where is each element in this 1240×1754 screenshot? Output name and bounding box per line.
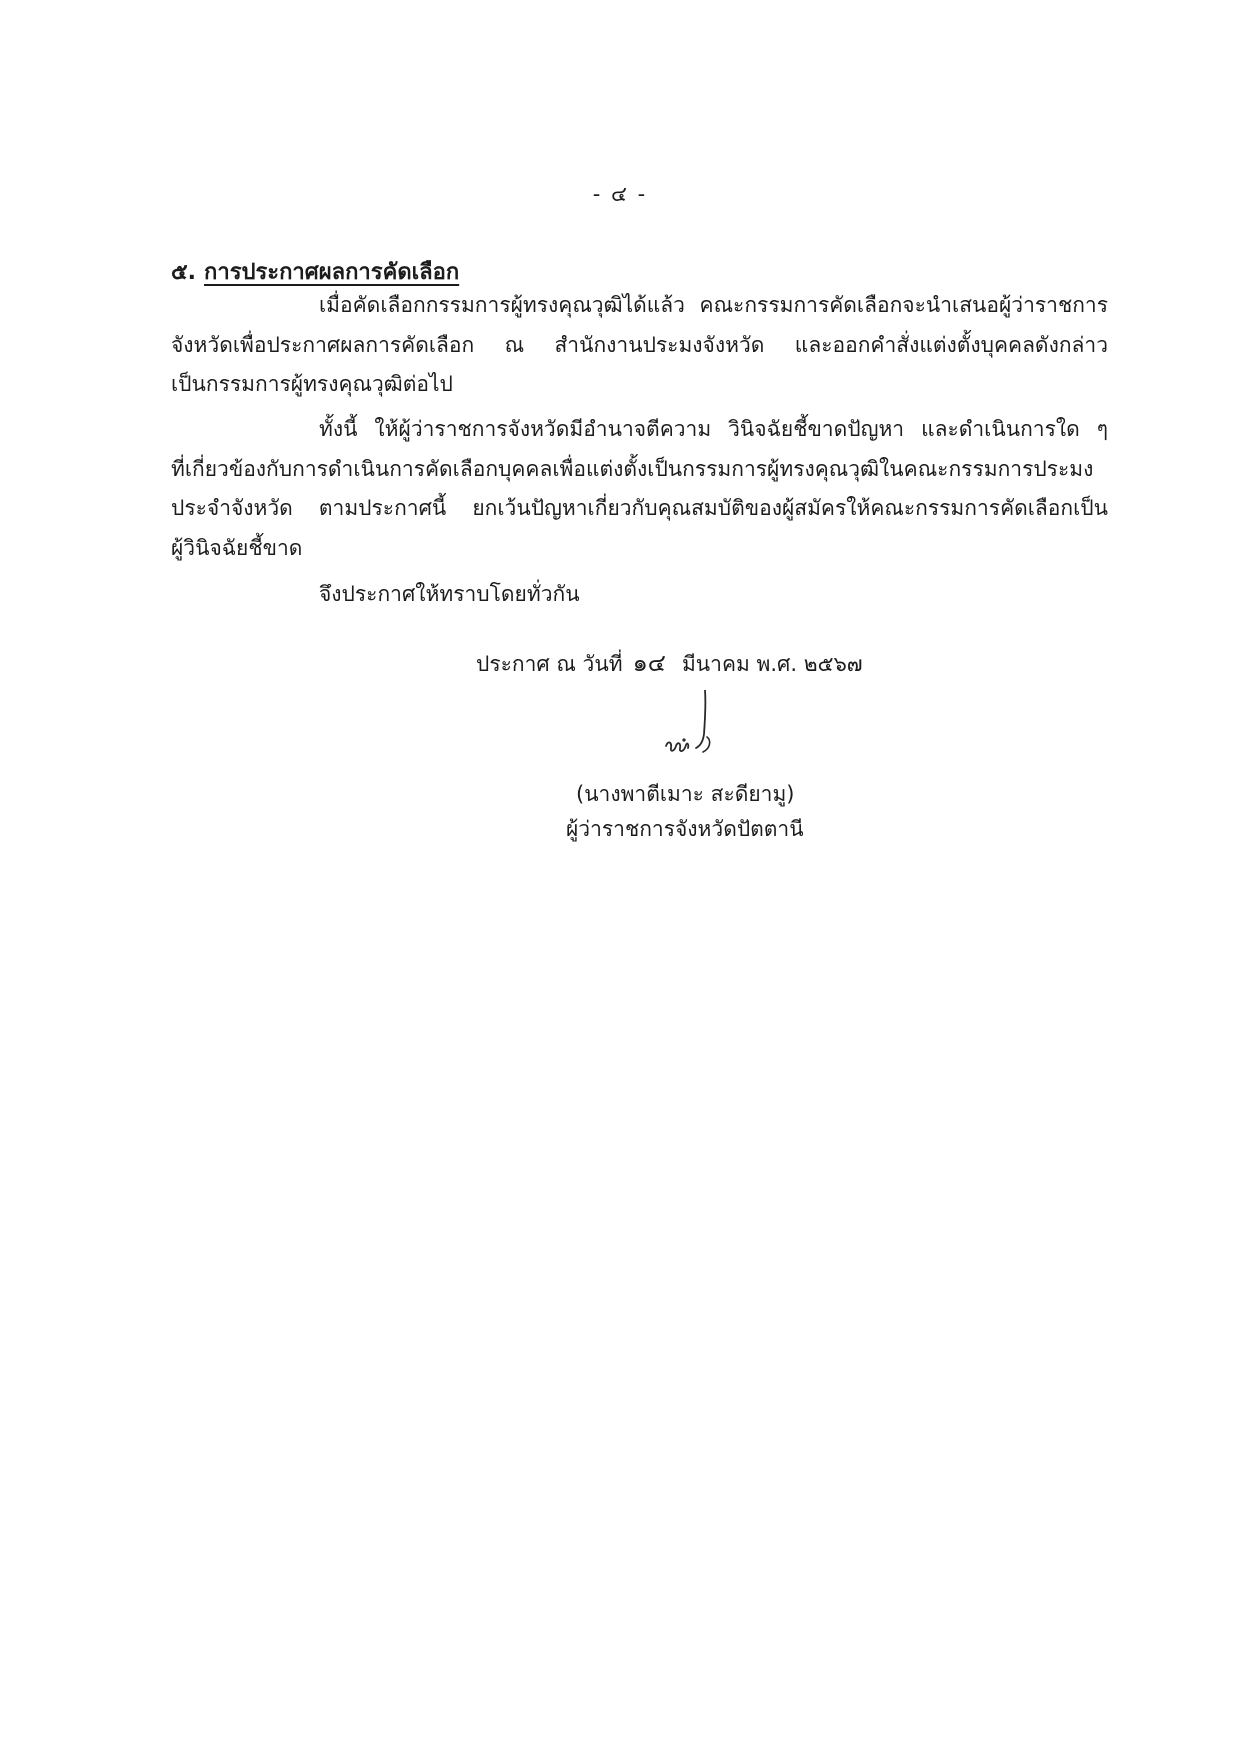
paragraph-line: เมื่อคัดเลือกกรรมการผู้ทรงคุณวุฒิได้แล้ว คณะกรรมการคัดเลือกจะนำเสนอผู้ว่าราชการ [319, 293, 1108, 317]
page-number: - ๔ - [592, 182, 648, 206]
paragraph-line: เป็นกรรมการผู้ทรงคุณวุฒิต่อไป [171, 372, 453, 396]
paragraph-line: ผู้วินิจฉัยชี้ขาด [171, 535, 303, 560]
paragraph-line: ทั้งนี้ ให้ผู้ว่าราชการจังหวัดมีอำนาจตีความ วินิจฉัยชี้ขาดปัญหา และดำเนินการใด ๆ [319, 417, 1108, 441]
section-heading [171, 254, 459, 289]
paragraph-governor-authority [171, 410, 1108, 568]
signer-position: ผู้ว่าราชการจังหวัดปัตตานี [566, 817, 804, 841]
date-month-year: มีนาคม พ.ศ. ๒๕๖๗ [681, 652, 863, 676]
paragraph-line: จังหวัดเพื่อประกาศผลการคัดเลือก ณ สำนักงานประมงจังหวัด และออกคำสั่งแต่งตั้งบุคคลดังกล่าว [171, 332, 1108, 357]
announcement-date [476, 643, 863, 682]
section-title: การประกาศผลการคัดเลือก [204, 260, 460, 285]
date-prefix: ประกาศ ณ วันที่ [476, 652, 623, 676]
paragraph-line: ที่เกี่ยวข้องกับการดำเนินการคัดเลือกบุคคลเพื่อแต่งตั้งเป็นกรรมการผู้ทรงคุณวุฒิในคณะกรรมการประมง [171, 456, 1094, 481]
paragraph-line: ประจำจังหวัด ตามประกาศนี้ ยกเว้นปัญหาเกี่ยวกับคุณสมบัติของผู้สมัครให้คณะกรรมการคัดเลือกเป็น [171, 496, 1108, 520]
handwritten-signature [660, 690, 740, 762]
signer-name: (นางพาตีเมาะ สะดียามู) [576, 782, 795, 806]
section-number: ๕. [171, 260, 197, 285]
closing-statement: จึงประกาศให้ทราบโดยทั่วกัน [319, 582, 580, 606]
paragraph-announcement-result [171, 286, 1108, 405]
date-day: ๑๔ [632, 649, 666, 677]
